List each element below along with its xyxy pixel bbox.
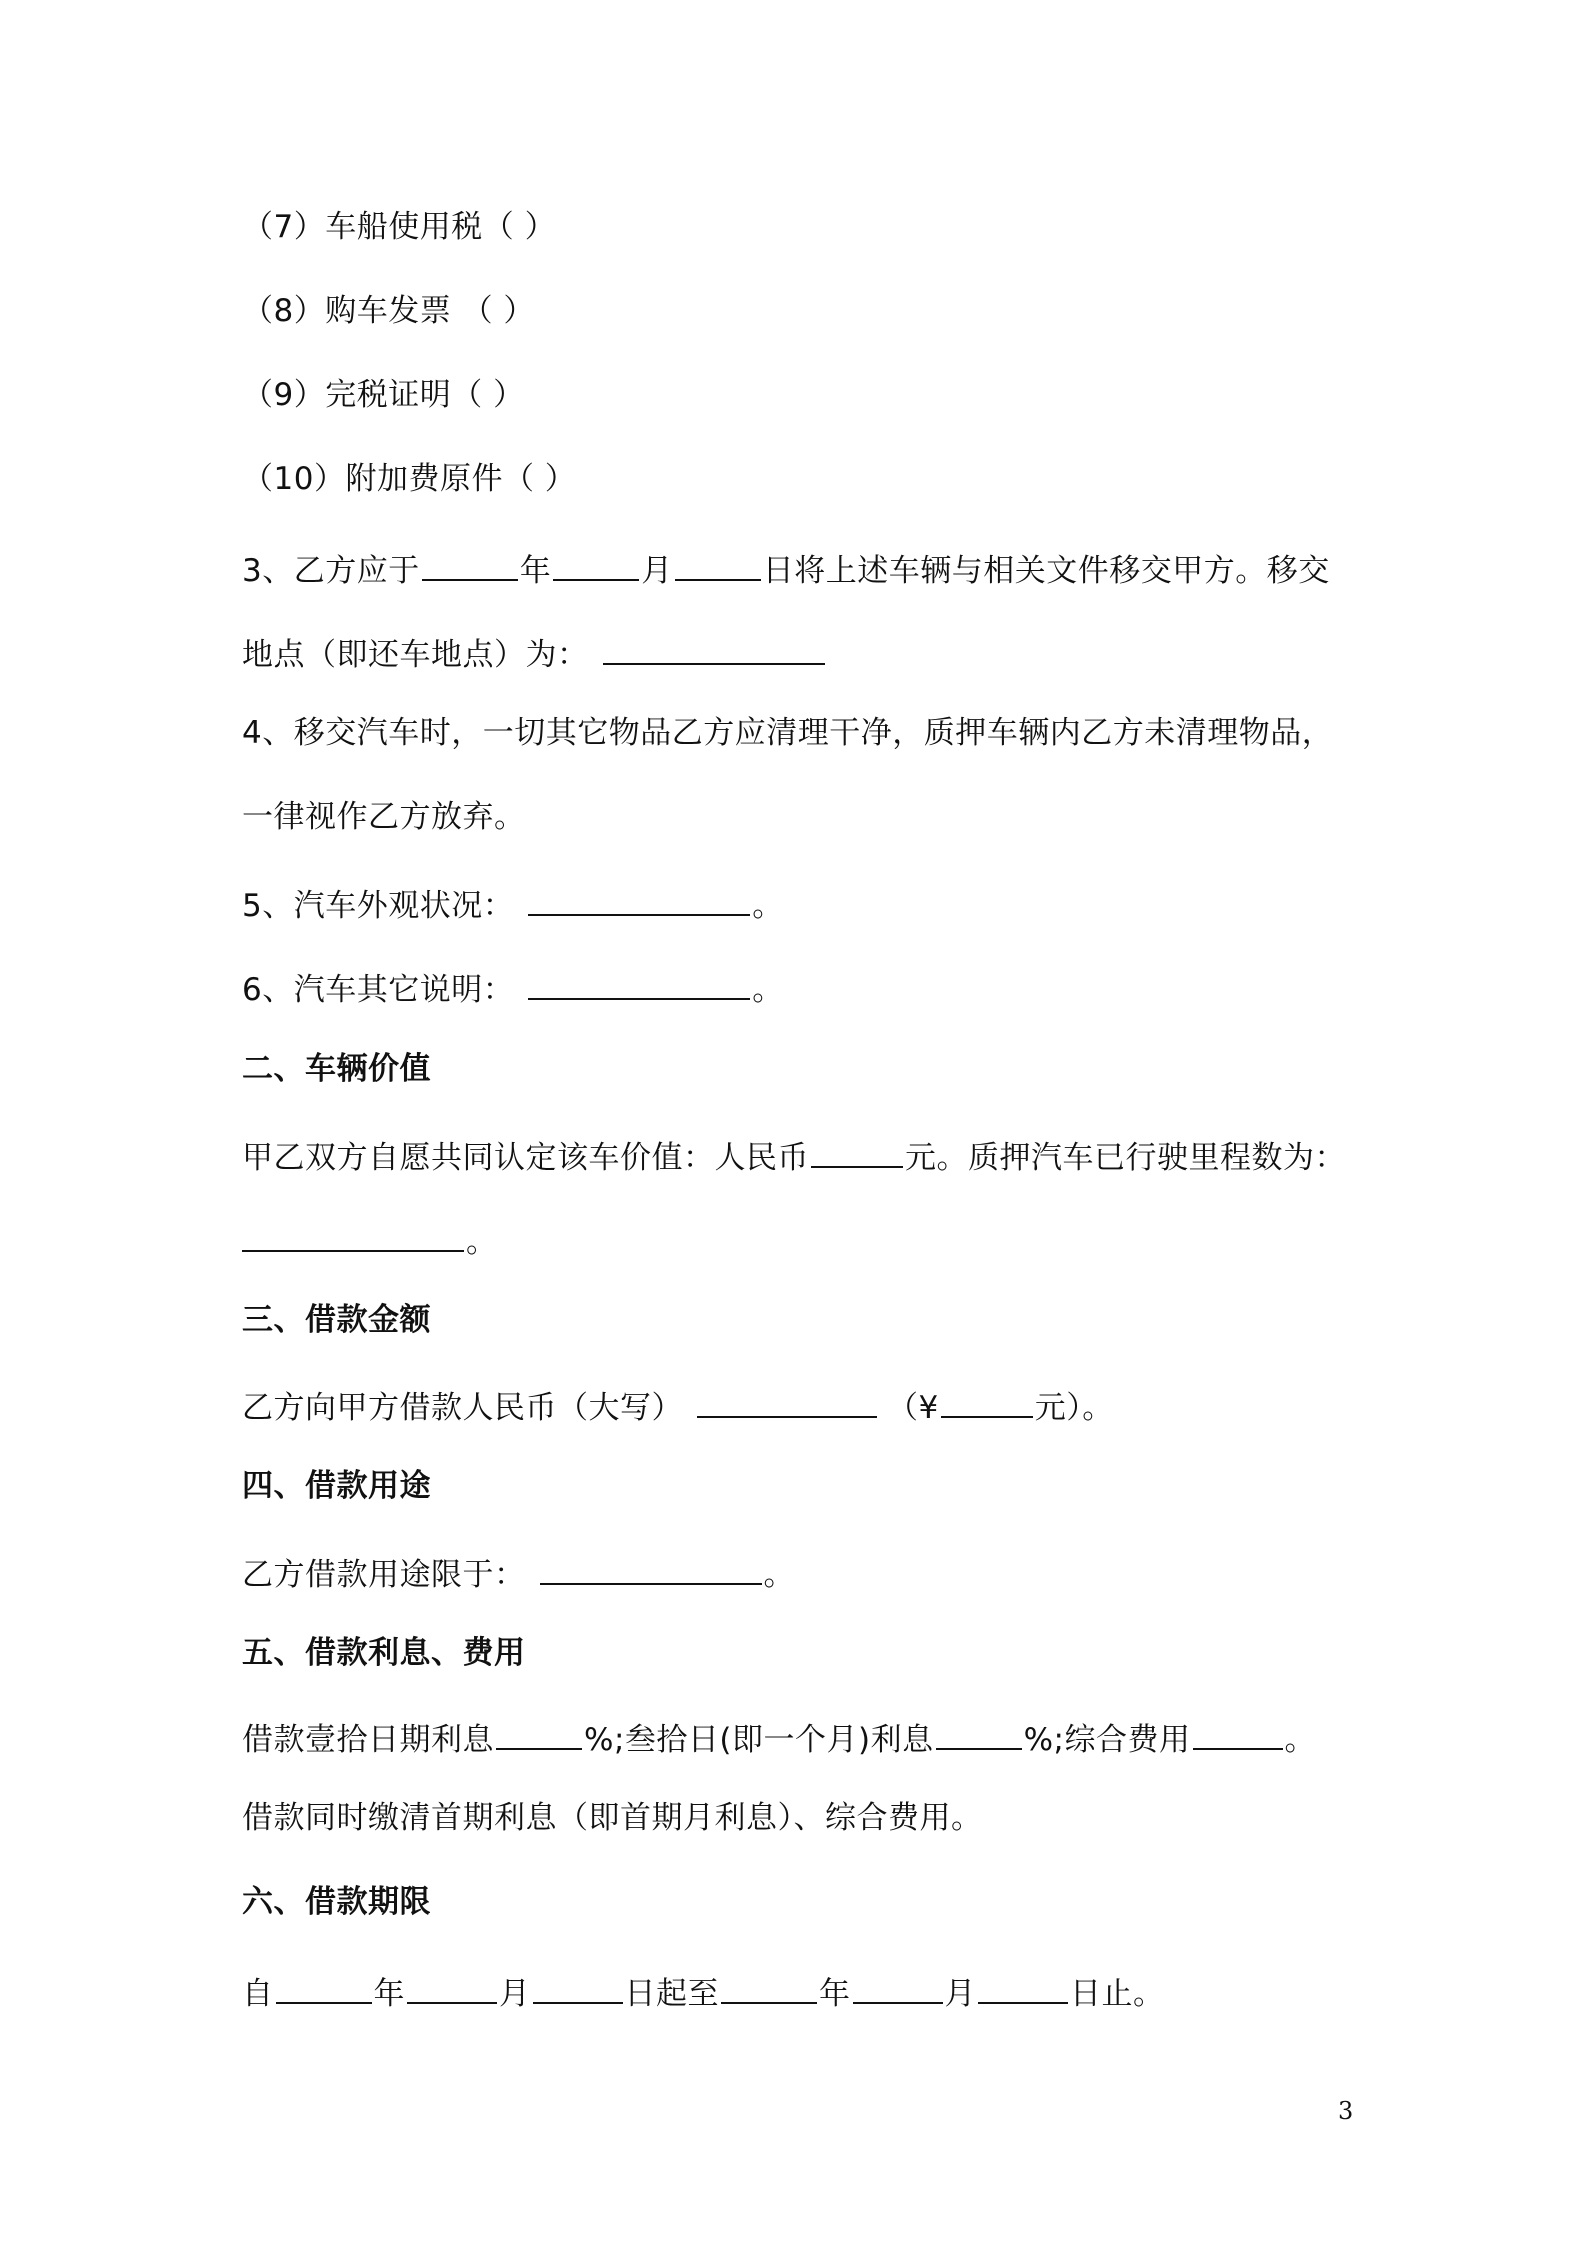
section-6-heading: 六、借款期限 xyxy=(242,1884,431,1920)
clause-6 xyxy=(242,968,784,1010)
section-5-text-c: %;综合费用 xyxy=(1023,1722,1191,1758)
section-6-text-d: 日起至 xyxy=(624,1976,719,2012)
section-6-line xyxy=(242,1972,1165,2014)
clause-5-label: 5、汽车外观状况： xyxy=(242,888,515,924)
monthly-interest-blank[interactable] xyxy=(936,1718,1022,1750)
clause-4-line-1: 4、移交汽车时，一切其它物品乙方应清理干净，质押车辆内乙方未清理物品， xyxy=(242,715,1334,751)
other-notes-blank[interactable] xyxy=(528,968,750,1000)
amount-uppercase-blank[interactable] xyxy=(697,1386,877,1418)
section-3-text-c: 元）。 xyxy=(1034,1390,1114,1426)
start-month-blank[interactable] xyxy=(407,1972,497,2004)
section-4-end: 。 xyxy=(763,1557,795,1593)
service-fee-blank[interactable] xyxy=(1193,1718,1283,1750)
section-3-text-b: （¥ xyxy=(887,1390,939,1426)
clause-3-text-c: 月 xyxy=(641,553,673,589)
clause-5-end: 。 xyxy=(752,888,784,924)
section-2-end: 。 xyxy=(466,1224,498,1260)
start-year-blank[interactable] xyxy=(276,1972,372,2004)
section-6-text-a: 自 xyxy=(242,1976,274,2012)
end-day-blank[interactable] xyxy=(978,1972,1068,2004)
section-5-heading: 五、借款利息、费用 xyxy=(242,1635,526,1671)
clause-6-end: 。 xyxy=(752,972,784,1008)
section-6-text-e: 年 xyxy=(819,1976,851,2012)
section-2-text-b: 元。质押汽车已行驶里程数为： xyxy=(905,1140,1346,1176)
start-day-blank[interactable] xyxy=(533,1972,623,2004)
day-blank[interactable] xyxy=(675,549,761,581)
return-location-blank[interactable] xyxy=(603,633,825,665)
section-3-line xyxy=(242,1386,1114,1428)
clause-3-text-e: 地点（即还车地点）为： xyxy=(242,637,589,673)
page-number: 3 xyxy=(1338,2097,1354,2125)
section-6-text-g: 日止。 xyxy=(1070,1976,1165,2012)
section-5-end: 。 xyxy=(1284,1722,1316,1758)
section-2-text-a: 甲乙双方自愿共同认定该车价值：人民币 xyxy=(242,1140,809,1176)
clause-4-line-2: 一律视作乙方放弃。 xyxy=(242,799,526,835)
section-5-text-b: %;叁拾日(即一个月)利息 xyxy=(584,1722,934,1758)
section-2-line-1 xyxy=(242,1136,1346,1178)
end-year-blank[interactable] xyxy=(721,1972,817,2004)
end-month-blank[interactable] xyxy=(853,1972,943,2004)
section-3-text-a: 乙方向甲方借款人民币（大写） xyxy=(242,1390,683,1426)
section-3-heading: 三、借款金额 xyxy=(242,1302,431,1338)
section-4-heading: 四、借款用途 xyxy=(242,1468,431,1504)
vehicle-value-blank[interactable] xyxy=(811,1136,903,1168)
loan-purpose-blank[interactable] xyxy=(540,1553,762,1585)
year-blank[interactable] xyxy=(422,549,518,581)
item-9: （9）完税证明（ ） xyxy=(242,377,525,413)
section-2-line-2 xyxy=(242,1220,498,1262)
mileage-blank[interactable] xyxy=(242,1220,464,1252)
appearance-blank[interactable] xyxy=(528,884,750,916)
section-4-line xyxy=(242,1553,795,1595)
item-10: （10）附加费原件（ ） xyxy=(242,461,577,497)
amount-number-blank[interactable] xyxy=(941,1386,1033,1418)
clause-5 xyxy=(242,884,784,926)
ten-day-interest-blank[interactable] xyxy=(496,1718,582,1750)
section-2-heading: 二、车辆价值 xyxy=(242,1051,431,1087)
clause-3-line-2 xyxy=(242,633,827,675)
section-6-text-b: 年 xyxy=(373,1976,405,2012)
clause-3-text-a: 3、乙方应于 xyxy=(242,553,420,589)
section-5-line-1 xyxy=(242,1718,1316,1760)
item-7: （7）车船使用税（ ） xyxy=(242,209,557,245)
clause-6-label: 6、汽车其它说明： xyxy=(242,972,515,1008)
month-blank[interactable] xyxy=(553,549,639,581)
section-6-text-f: 月 xyxy=(944,1976,976,2012)
section-5-text-a: 借款壹拾日期利息 xyxy=(242,1722,494,1758)
item-8: （8）购车发票 （ ） xyxy=(242,293,535,329)
section-5-line-2: 借款同时缴清首期利息（即首期月利息）、综合费用。 xyxy=(242,1800,983,1836)
clause-3-line-1 xyxy=(242,549,1330,591)
section-4-text-a: 乙方借款用途限于： xyxy=(242,1557,526,1593)
section-6-text-c: 月 xyxy=(499,1976,531,2012)
clause-3-text-d: 日将上述车辆与相关文件移交甲方。移交 xyxy=(762,553,1330,589)
clause-3-text-b: 年 xyxy=(519,553,552,589)
